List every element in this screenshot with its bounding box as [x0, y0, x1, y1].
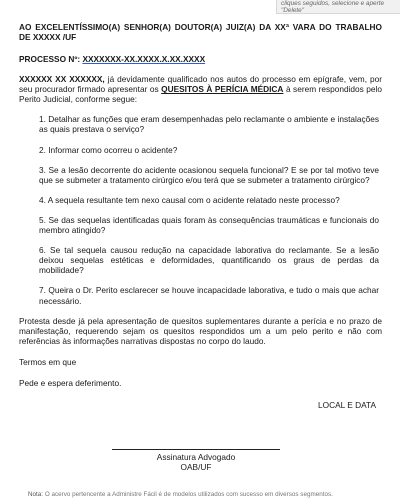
terms-line: Termos em que — [19, 356, 77, 367]
intro-tail: à serem respondidos pelo Perito Judicial, conforme segue: — [19, 84, 382, 105]
question-3: 3. Se a lesão decorrente do acidente ocasionou sequela funcional? E se por tal motivo teve que se submeter a tratamento cirúrgico e/ou terá que se submeter a tratamento cirúrgico? — [39, 164, 379, 185]
process-line — [19, 54, 382, 64]
intro-text: já devidamente qualificado nos autos do processo em epígrafe, vem, por seu procurador firmado apresentar os — [19, 74, 382, 95]
footer-note-label: Nota: — [28, 491, 44, 498]
closing-paragraph: Protesta desde já pela apresentação de quesitos suplementares durante a perícia e no prazo de manifestação, requerendo sejam os quesitos respondidos um a um pelo perito e não com referências às informações narrativas dispostas no corpo do laudo. — [19, 315, 382, 346]
question-7: 7. Queira o Dr. Perito esclarecer se houve incapacidade laborativa, e tudo o mais que achar necessário. — [39, 285, 379, 306]
request-line: Pede e espera deferimento. — [19, 377, 122, 388]
question-1: 1. Detalhar as funções que eram desempenhadas pelo reclamante o ambiente e instalações as quais prestava o serviço? — [39, 114, 379, 135]
intro-paragraph — [19, 74, 382, 104]
process-number: XXXXXXX-XX.XXXX.X.XX.XXXX — [82, 54, 206, 64]
petition-body — [19, 22, 382, 410]
question-2: 2. Informar como ocorreu o acidente? — [39, 144, 178, 155]
quesitos-title: QUESITOS À PERÍCIA MÉDICA — [161, 84, 284, 95]
process-label: PROCESSO Nº: — [19, 54, 81, 64]
footer-note-text: O acervo pertencente a Administre Fácil é de modelos utilizados com sucesso em diversos segmentos. — [44, 491, 333, 498]
place-date: LOCAL E DATA — [318, 400, 376, 411]
court-address-heading: AO EXCELENTÍSSIMO(A) SENHOR(A) DOUTOR(A) JUIZ(A) DA XXª VARA DO TRABALHO DE XXXXX /UF — [19, 22, 382, 42]
signature-block — [112, 449, 280, 472]
question-4: 4. A sequela resultante tem nexo causal com o acidente relatado neste processo? — [39, 194, 340, 205]
question-5: 5. Se das sequelas identificadas quais foram às consequências traumáticas e funcionais do membro atingido? — [39, 214, 379, 236]
question-6: 6. Se tal sequela causou redução na capacidade laborativa do reclamante. Se a lesão deixou sequelas estéticas e deformidades, quantificando os graus de perdas da mobilidade? — [39, 245, 379, 276]
edit-hint-box: cliques seguidos, selecione e aperte "Delete" — [276, 0, 400, 14]
footer-note — [28, 491, 400, 500]
signature-oab: OAB/UF — [180, 462, 212, 472]
party-name: XXXXXX XX XXXXXX, — [19, 74, 105, 85]
signature-name: Assinatura Advogado — [156, 452, 236, 462]
